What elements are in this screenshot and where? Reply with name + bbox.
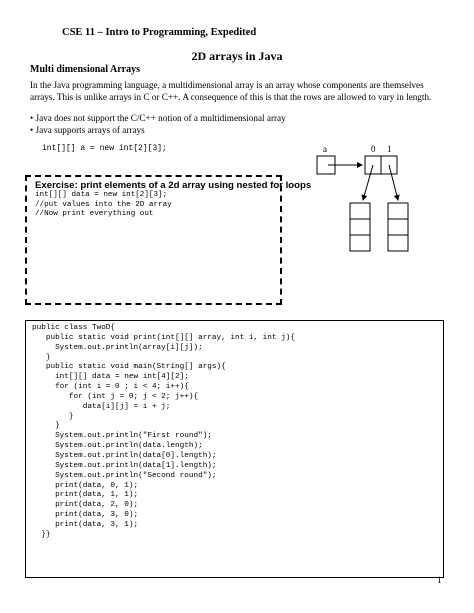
code-line: }}: [32, 530, 51, 539]
code-line: int[][] data = new int[4][2];: [32, 373, 189, 382]
index-label: 0: [371, 144, 376, 154]
code-line: System.out.println("First round");: [32, 432, 212, 441]
exercise-code-line: //put values into the 2D array: [35, 200, 172, 209]
bullet-item: • Java supports arrays of arrays: [30, 124, 145, 135]
code-line: System.out.println(array[i][j]);: [32, 343, 203, 352]
variable-label: a: [323, 144, 327, 154]
code-line: print(data, 2, 0);: [32, 501, 139, 510]
code-line: print(data, 3, 0);: [32, 511, 139, 520]
course-title: CSE 11 – Intro to Programming, Expedited: [62, 27, 257, 38]
row-array-cell: [350, 203, 370, 219]
code-line: }: [32, 412, 74, 421]
exercise-heading: Exercise: print elements of a 2d array using nested for loops: [35, 180, 312, 191]
code-line: print(data, 3, 1);: [32, 520, 139, 529]
index-label: 1: [387, 144, 392, 154]
exercise-code-line: int[][] data = new int[2][3];: [35, 191, 168, 199]
array-diagram: [310, 140, 425, 260]
code-line: data[i][j] = i + j;: [32, 402, 171, 411]
program-code-box: [25, 320, 444, 578]
exercise-box: [25, 175, 312, 305]
row-array-cell: [388, 235, 408, 251]
code-line: for (int j = 0; j < 2; j++){: [32, 392, 199, 401]
row-array-cell: [388, 219, 408, 235]
code-line: public static void main(String[] args){: [32, 363, 226, 372]
bullet-list: [30, 113, 286, 136]
code-line: }: [32, 422, 60, 431]
intro-paragraph: In the Java programming language, a multidimensional array is an array whose components are themselves arrays. This is unlike arrays in C or C++. A consequence of this is that the rows are allowed to vary in length.: [30, 80, 432, 102]
row-array-cell: [350, 235, 370, 251]
code-line: System.out.println("Second round");: [32, 471, 217, 480]
code-line: public class TwoD{: [32, 324, 116, 332]
row-array-cell: [350, 219, 370, 235]
bullet-item: • Java does not support the C/C++ notion of a multidimensional array: [30, 113, 286, 123]
code-line: print(data, 1, 1);: [32, 491, 139, 500]
array-declaration: int[][] a = new int[2][3];: [42, 144, 167, 153]
exercise-code-line: //Now print everything out: [35, 210, 154, 218]
code-line: System.out.println(data.length);: [32, 442, 203, 451]
code-line: print(data, 0, 1);: [32, 481, 139, 490]
code-line: System.out.println(data[0].length);: [32, 451, 217, 460]
code-line: for (int i = 0 ; i < 4; i++){: [32, 383, 189, 392]
row-array-cell: [388, 203, 408, 219]
page-number: 1: [437, 575, 442, 585]
code-line: System.out.println(data[1].length);: [32, 461, 217, 470]
section-heading: Multi dimensional Arrays: [30, 64, 141, 75]
code-line: public static void print(int[][] array, int i, int j){: [32, 333, 295, 342]
page-title: 2D arrays in Java: [191, 49, 283, 63]
code-line: }: [32, 353, 51, 362]
